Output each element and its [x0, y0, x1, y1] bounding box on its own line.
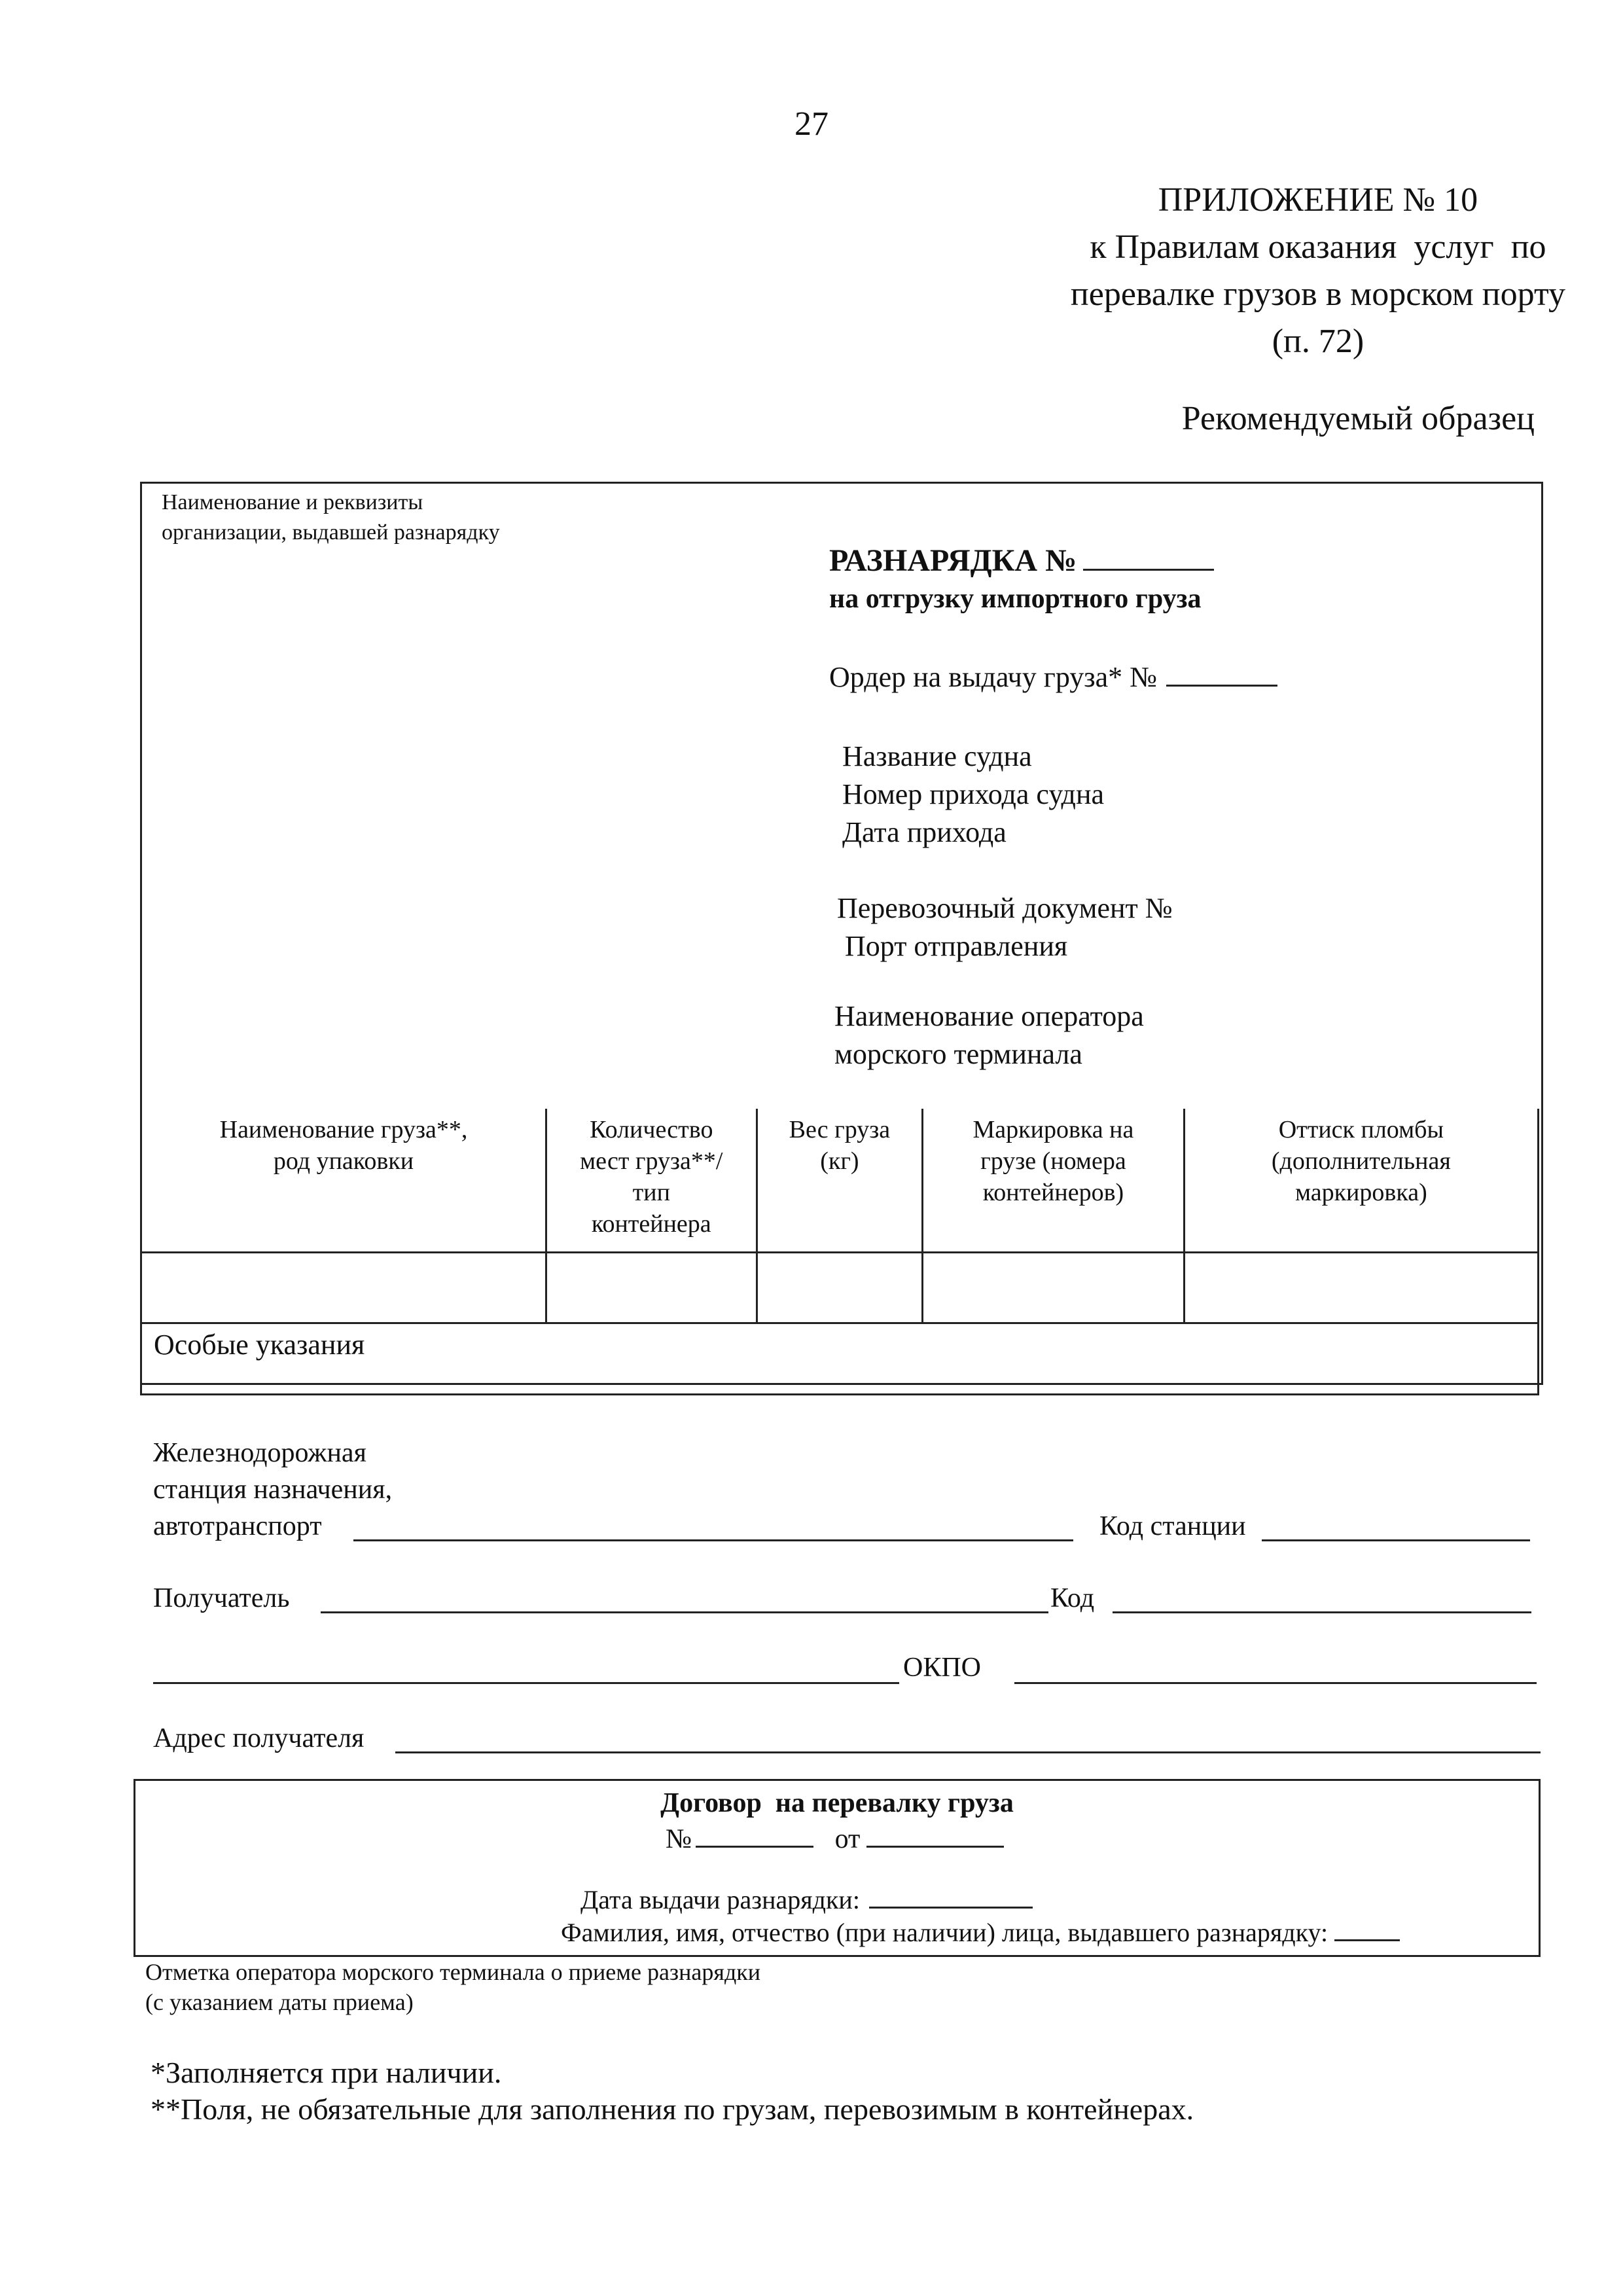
header-seal-line-2: (дополнительная	[1271, 1147, 1451, 1175]
operator-label-line-2: морского терминала	[834, 1038, 1082, 1070]
sample-label: Рекомендуемый образец	[1181, 400, 1535, 437]
order-number-field[interactable]	[1083, 549, 1214, 571]
railway-label-line-1: Железнодорожная	[153, 1438, 366, 1468]
appendix-title: ПРИЛОЖЕНИЕ № 10	[1158, 181, 1478, 219]
header-quantity-line-4: контейнера	[591, 1210, 711, 1238]
header-cargo-name-line-2: род упаковки	[273, 1147, 414, 1175]
contract-box	[134, 1779, 1541, 1957]
order-title	[829, 543, 1214, 579]
order-form-box	[140, 482, 1543, 1385]
footnote-1: *Заполняется при наличии.	[151, 2056, 502, 2089]
table-row	[141, 1253, 1539, 1323]
header-weight-line-2: (кг)	[820, 1147, 859, 1175]
operator-mark-line-1: Отметка оператора морского терминала о приеме разнарядки	[145, 1959, 761, 1985]
code-label: Код	[1050, 1583, 1095, 1613]
operator-mark-line-2: (с указанием даты приема)	[145, 1989, 414, 2015]
railway-label-line-2: станция назначения,	[153, 1475, 393, 1505]
code-field[interactable]	[1113, 1610, 1531, 1613]
contract-number	[666, 1823, 1004, 1855]
appendix-header	[1071, 177, 1565, 365]
cell-weight[interactable]	[757, 1253, 923, 1323]
org-label-line-1: Наименование и реквизиты	[162, 490, 423, 514]
departure-port-label: Порт отправления	[845, 930, 1068, 962]
railway-label-line-3: автотранспорт	[153, 1511, 322, 1541]
transport-document-info	[837, 889, 1173, 965]
transport-document-label: Перевозочный документ №	[837, 892, 1173, 924]
issuer-name	[561, 1917, 1400, 1948]
header-quantity-line-3: тип	[632, 1179, 670, 1206]
header-weight-line-1: Вес груза	[789, 1116, 891, 1143]
recipient-label: Получатель	[153, 1583, 290, 1613]
order-subtitle: на отгрузку импортного груза	[829, 584, 1202, 614]
railway-station-field[interactable]	[353, 1538, 1073, 1541]
issue-date	[580, 1884, 1033, 1915]
recipient-field[interactable]	[321, 1610, 1048, 1613]
special-instructions-row	[141, 1323, 1539, 1395]
terminal-operator-info	[834, 997, 1144, 1073]
header-seal-line-3: маркировка)	[1294, 1179, 1427, 1206]
issue-date-label: Дата выдачи разнарядки:	[580, 1885, 860, 1914]
header-quantity	[546, 1109, 757, 1253]
appendix-line-3: (п. 72)	[1272, 323, 1364, 360]
cell-marking[interactable]	[923, 1253, 1185, 1323]
cargo-table	[140, 1109, 1539, 1395]
order-title-text: РАЗНАРЯДКА №	[829, 543, 1077, 578]
special-instructions-label: Особые указания	[154, 1329, 365, 1361]
release-order-field[interactable]	[1166, 665, 1277, 687]
appendix-line-1: к Правилам оказания услуг по	[1090, 228, 1546, 266]
contract-date-field[interactable]	[866, 1827, 1004, 1848]
vessel-info	[842, 738, 1104, 852]
contract-title: Договор на перевалку груза	[660, 1788, 1014, 1818]
header-seal-line-1: Оттиск пломбы	[1278, 1116, 1444, 1143]
station-code-field[interactable]	[1262, 1538, 1530, 1541]
header-quantity-line-2: мест груза**/	[580, 1147, 723, 1175]
operator-mark	[145, 1957, 760, 2017]
vessel-name-label: Название судна	[842, 740, 1032, 772]
header-cargo-name	[141, 1109, 546, 1253]
header-cargo-name-line-1: Наименование груза**,	[219, 1116, 468, 1143]
contract-number-label: №	[666, 1824, 692, 1854]
header-marking-line-2: грузе (номера	[980, 1147, 1126, 1175]
okpo-field[interactable]	[1014, 1681, 1537, 1684]
issuer-name-field[interactable]	[1334, 1921, 1400, 1941]
cargo-table-header	[141, 1109, 1539, 1253]
cell-seal[interactable]	[1184, 1253, 1538, 1323]
cell-quantity[interactable]	[546, 1253, 757, 1323]
recipient-address-label: Адрес получателя	[153, 1723, 365, 1753]
operator-label-line-1: Наименование оператора	[834, 1000, 1144, 1032]
header-seal	[1184, 1109, 1538, 1253]
footnote-2: **Поля, не обязательные для заполнения по грузам, перевозимым в контейнерах.	[151, 2092, 1194, 2126]
page-number: 27	[794, 105, 829, 143]
cell-cargo-name[interactable]	[141, 1253, 546, 1323]
header-marking	[923, 1109, 1185, 1253]
issuer-name-label: Фамилия, имя, отчество (при наличии) лица, выдавшего разнарядку:	[561, 1918, 1329, 1947]
vessel-arrival-number-label: Номер прихода судна	[842, 778, 1105, 810]
header-quantity-line-1: Количество	[590, 1116, 713, 1143]
issue-date-field[interactable]	[869, 1888, 1033, 1909]
contract-from-label: от	[834, 1824, 861, 1854]
release-order	[829, 660, 1277, 694]
org-label-line-2: организации, выдавшей разнарядку	[162, 520, 500, 545]
station-code-label: Код станции	[1099, 1511, 1246, 1541]
recipient-address-field[interactable]	[395, 1750, 1541, 1753]
header-marking-line-1: Маркировка на	[972, 1116, 1134, 1143]
special-instructions-cell[interactable]	[141, 1323, 1539, 1395]
okpo-label: ОКПО	[903, 1653, 982, 1683]
header-weight	[757, 1109, 923, 1253]
appendix-line-2: перевалке грузов в морском порту	[1070, 276, 1565, 313]
org-label	[162, 488, 685, 548]
contract-number-field[interactable]	[696, 1827, 813, 1848]
recipient-extra-field[interactable]	[153, 1681, 899, 1684]
release-order-label: Ордер на выдачу груза* №	[829, 661, 1158, 693]
header-marking-line-3: контейнеров)	[982, 1179, 1124, 1206]
arrival-date-label: Дата прихода	[842, 816, 1007, 848]
